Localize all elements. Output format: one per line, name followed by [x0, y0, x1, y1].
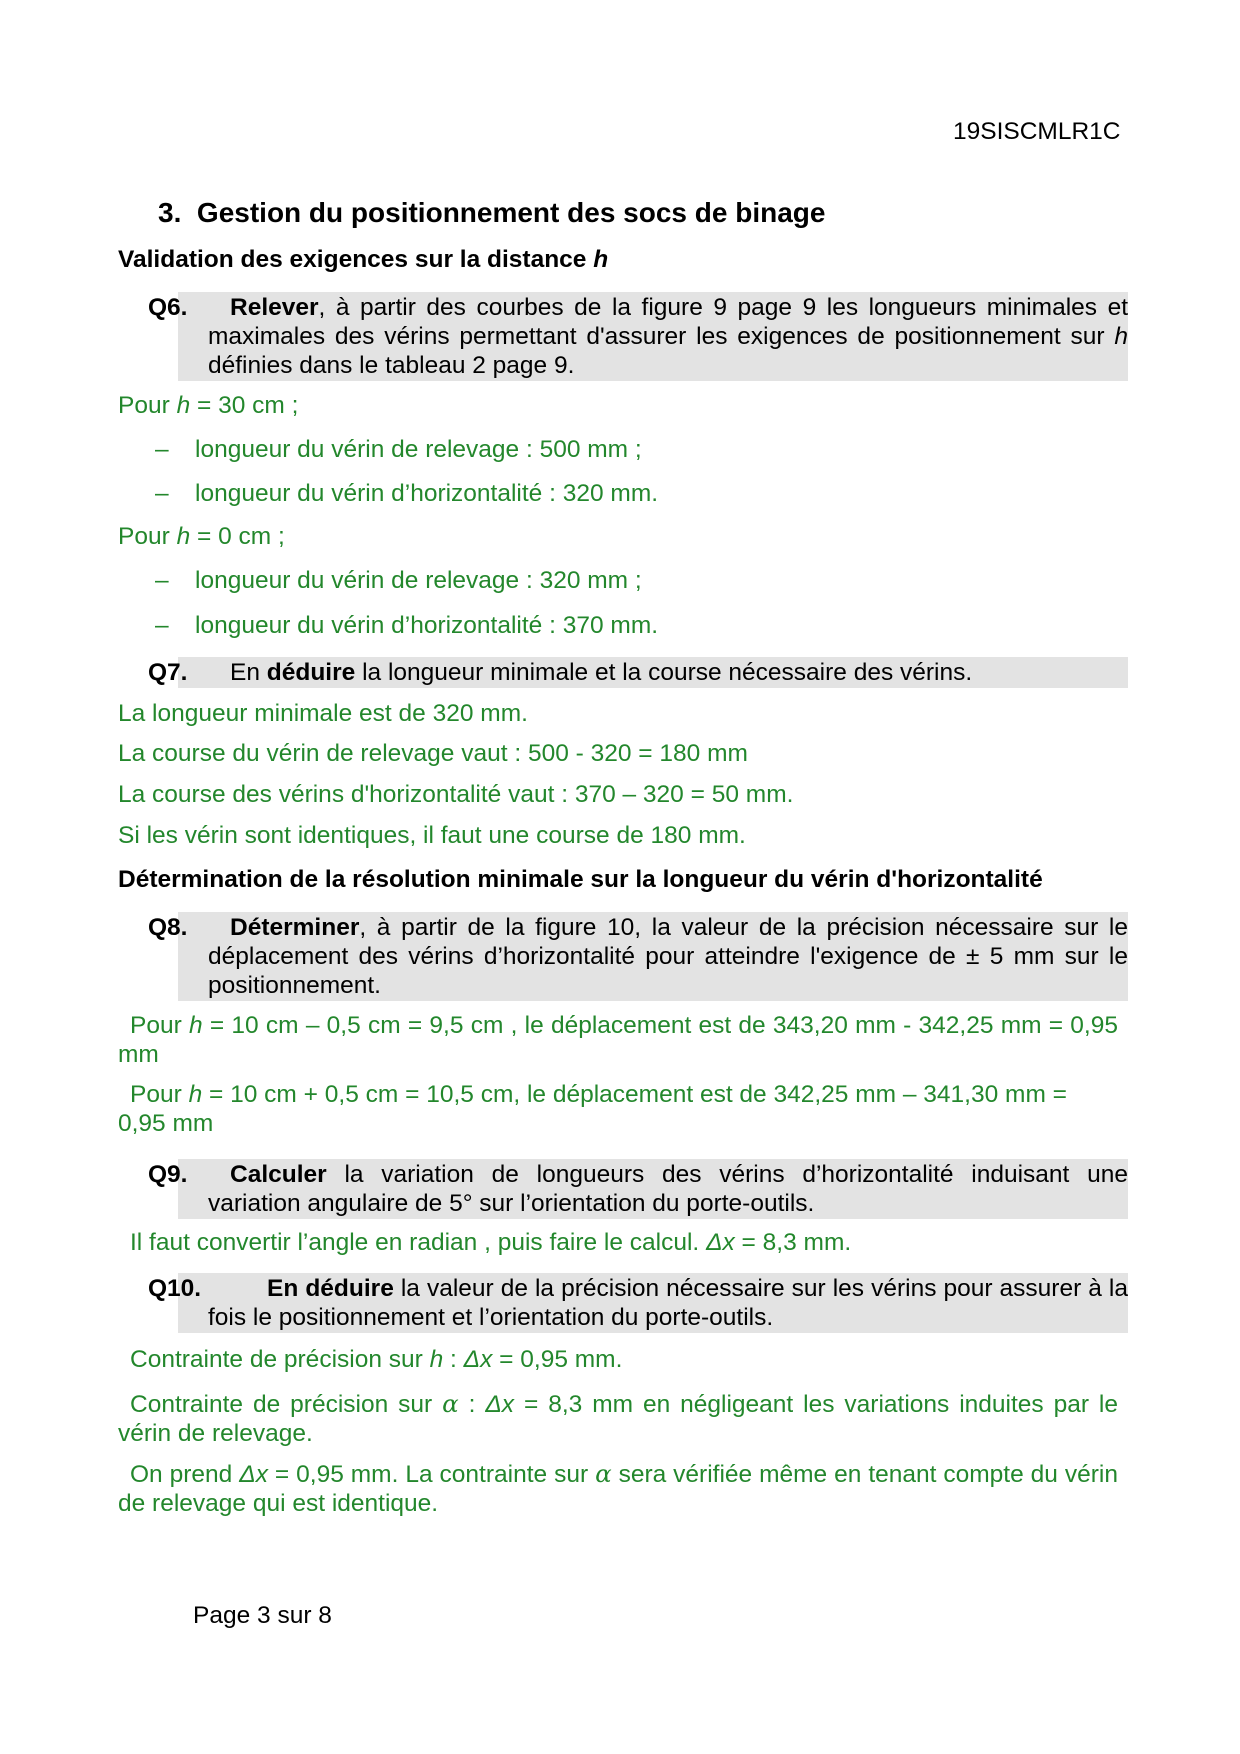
alpha-symbol: α	[442, 1389, 459, 1418]
question-q9	[148, 1159, 1128, 1219]
answer-q8-line-2	[118, 1080, 1078, 1138]
variable-h: h	[429, 1346, 444, 1373]
question-verb: Déterminer	[230, 914, 360, 941]
question-q6-text	[148, 293, 1128, 380]
answer-text: = 8,3 mm en négligeant les variations induites par le vérin de relevage.	[118, 1391, 1119, 1447]
question-number: Q9.	[148, 1161, 188, 1188]
section-number: 3.	[158, 197, 182, 228]
answer-q7-line-4: Si les vérin sont identiques, il faut une course de 180 mm.	[118, 822, 746, 849]
answer-text: = 0,95 mm. La contrainte sur	[267, 1461, 596, 1488]
question-number: Q6.	[148, 294, 188, 321]
answer-text: Contrainte de précision sur	[130, 1346, 430, 1373]
question-body: la variation de longueurs des vérins d’horizontalité induisant une variation angulaire de 5° sur l’orientation du porte-outils.	[208, 1161, 1128, 1217]
dash-marker: –	[155, 480, 169, 507]
answer-text: Pour	[130, 1081, 189, 1108]
page-number: Page 3 sur 8	[193, 1602, 332, 1629]
answer-q7-line-1: La longueur minimale est de 320 mm.	[118, 700, 528, 727]
answer-text: Pour	[118, 523, 177, 550]
delta-symbol: Δ	[706, 1229, 723, 1256]
answer-q7-line-3: La course des vérins d'horizontalité vaut : 370 – 320 = 50 mm.	[118, 781, 794, 808]
answer-q10-line-1	[130, 1346, 622, 1374]
alpha-symbol: α	[595, 1459, 612, 1488]
question-verb: En déduire	[267, 1275, 394, 1302]
question-verb: déduire	[266, 659, 356, 686]
question-body: , à partir de la figure 10, la valeur de la précision nécessaire sur le déplacement des vérins d’horizontalité pour atteindre l'exigence de ± 5 mm sur le positionnement.	[208, 914, 1128, 999]
answer-text: = 0 cm ;	[190, 523, 285, 550]
bullet-text: longueur du vérin d’horizontalité : 370 mm.	[195, 612, 659, 639]
section-title-text: Gestion du positionnement des socs de binage	[196, 197, 826, 228]
subsection-title-h	[118, 246, 608, 274]
subsection-title-resolution: Détermination de la résolution minimale sur la longueur du vérin d'horizontalité	[118, 866, 1043, 893]
answer-q7-line-2: La course du vérin de relevage vaut : 500 - 320 = 180 mm	[118, 740, 748, 767]
variable-x: x	[722, 1229, 735, 1256]
answer-text: Pour	[118, 392, 177, 419]
dash-marker: –	[155, 567, 169, 594]
question-pre: En	[230, 659, 267, 686]
answer-text: Contrainte de précision sur	[130, 1391, 443, 1418]
variable-x: x	[501, 1391, 515, 1418]
answer-text: = 10 cm + 0,5 cm = 10,5 cm, le déplacement est de 342,25 mm – 341,30 mm = 0,95 mm	[118, 1081, 1067, 1137]
variable-h: h	[1114, 323, 1128, 350]
question-number: Q7.	[148, 659, 188, 686]
variable-h: h	[188, 1081, 203, 1108]
answer-text: Pour	[130, 1012, 189, 1039]
question-q10	[148, 1273, 1128, 1333]
answer-pour-h0	[118, 523, 285, 551]
variable-x: x	[255, 1461, 268, 1488]
answer-text: = 10 cm – 0,5 cm = 9,5 cm , le déplacement est de 343,20 mm - 342,25 mm = 0,95 mm	[118, 1012, 1118, 1068]
dash-marker: –	[155, 436, 169, 463]
question-number: Q10.	[148, 1275, 202, 1302]
question-q8	[148, 912, 1128, 1001]
question-q7-text	[148, 658, 1128, 687]
answer-text: = 8,3 mm.	[734, 1229, 852, 1256]
answer-text: = 0,95 mm.	[492, 1346, 623, 1373]
question-body-end: définies dans le tableau 2 page 9.	[208, 352, 575, 379]
question-body: la longueur minimale et la course nécessaire des vérins.	[355, 659, 973, 686]
answer-text: Il faut convertir l’angle en radian , puis faire le calcul.	[130, 1229, 707, 1256]
dash-marker: –	[155, 612, 169, 639]
variable-h: h	[593, 246, 609, 273]
answer-q10-line-2	[118, 1389, 1118, 1448]
question-q8-text	[148, 913, 1128, 1000]
delta-symbol: Δ	[239, 1461, 256, 1488]
variable-x: x	[480, 1346, 493, 1373]
bullet-text: longueur du vérin de relevage : 500 mm ;	[195, 436, 642, 463]
bullet-text: longueur du vérin d’horizontalité : 320 mm.	[195, 480, 659, 507]
section-title	[158, 197, 825, 229]
answer-text: :	[458, 1391, 486, 1418]
variable-h: h	[189, 1012, 203, 1039]
answer-text: sera vérifiée même en tenant compte du vérin de relevage qui est identique.	[118, 1461, 1118, 1517]
answer-text: :	[443, 1346, 464, 1373]
subsection-title-text: Validation des exigences sur la distance	[118, 246, 594, 273]
question-q10-text	[148, 1274, 1128, 1332]
answer-q9	[130, 1229, 851, 1257]
question-verb: Relever	[230, 294, 319, 321]
question-number: Q8.	[148, 914, 188, 941]
question-body: la valeur de la précision nécessaire sur les vérins pour assurer à la fois le positionnement et l’orientation du porte-outils.	[208, 1275, 1128, 1331]
question-q7	[148, 657, 1128, 688]
answer-text: On prend	[130, 1461, 240, 1488]
variable-h: h	[176, 523, 191, 550]
question-body: , à partir des courbes de la figure 9 page 9 les longueurs minimales et maximales des vérins permettant d'assurer les exigences de positionnement sur	[208, 294, 1128, 350]
answer-q8-line-1	[118, 1011, 1118, 1069]
answer-pour-h30	[118, 392, 298, 420]
delta-symbol: Δ	[463, 1346, 481, 1373]
question-verb: Calculer	[230, 1161, 327, 1188]
question-q6	[148, 292, 1128, 381]
answer-text: = 30 cm ;	[190, 392, 299, 419]
delta-symbol: Δ	[485, 1391, 502, 1418]
question-q9-text	[148, 1160, 1128, 1218]
variable-h: h	[176, 392, 191, 419]
answer-q10-line-3	[118, 1459, 1118, 1518]
doc-code: 19SISCMLR1C	[953, 118, 1121, 145]
bullet-text: longueur du vérin de relevage : 320 mm ;	[195, 567, 642, 594]
